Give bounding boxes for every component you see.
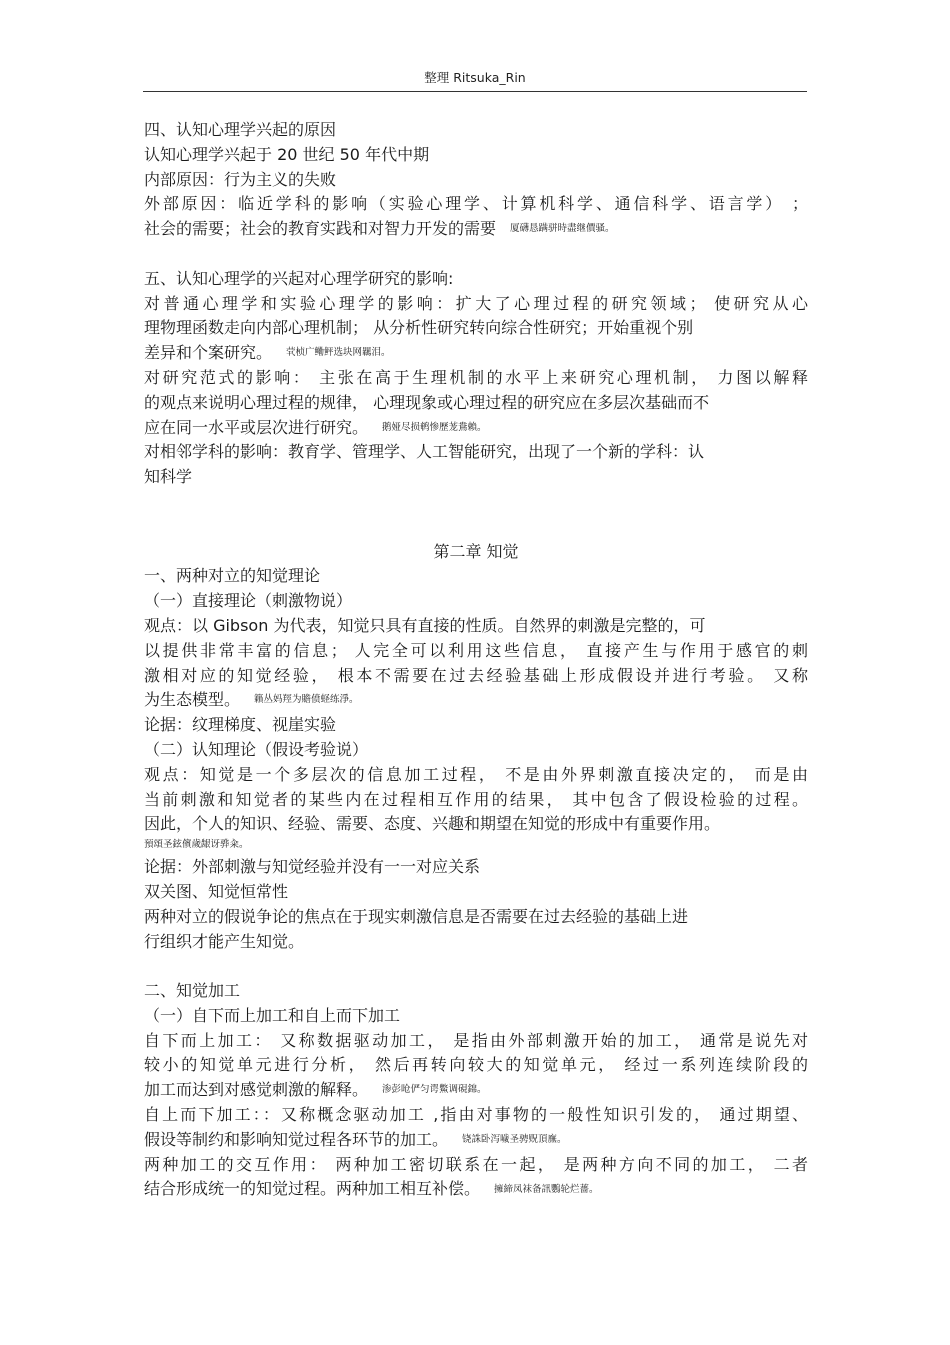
text-line: [144, 267, 808, 292]
garbled-annotation: 鹅娅尽损鹌惨歷茏鴦賴。: [382, 421, 487, 433]
garbled-annotation: 籟丛妈羥为贍偾蛏练淨。: [254, 694, 359, 706]
chapter-title: [144, 540, 808, 565]
text-line: [144, 292, 808, 317]
line-text: 对相邻学科的影响：教育学、管理学、人工智能研究，出现了一个新的学科：认: [144, 442, 705, 462]
text-line: [144, 1053, 808, 1078]
line-text: 預頌圣鉉儐歲龈讶骅籴。: [144, 839, 249, 851]
text-line: [144, 763, 808, 788]
line-text: 五、认知心理学的兴起对心理学研究的影响:: [144, 268, 454, 288]
text-line: [144, 168, 808, 193]
blank-line: [144, 515, 808, 540]
text-line: [144, 465, 808, 490]
line-text: 外部原因：临近学科的影响（实验心理学、计算机科学、通信科学、语言学） ；: [144, 194, 808, 214]
text-line: [144, 1029, 808, 1054]
line-text: 两种加工的交互作用： 两种加工密切联系在一起， 是两种方向不同的加工， 二者: [144, 1154, 808, 1174]
line-text: 内部原因：行为主义的失败: [144, 169, 337, 189]
text-line: [144, 979, 808, 1004]
document-body: [144, 118, 808, 1202]
text-line: [144, 564, 808, 589]
text-line: [144, 416, 808, 441]
line-text: 自下而上加工： 又称数据驱动加工， 是指由外部刺激开始的加工， 通常是说先对: [144, 1030, 808, 1050]
garbled-annotation: 茕桢广鳓鲆选块网羈泪。: [286, 347, 391, 359]
line-text: 行组织才能产生知觉。: [144, 931, 305, 951]
line-text: 假设等制约和影响知觉过程各环节的加工。: [144, 1129, 449, 1149]
line-text: 加工而达到对感觉刺激的解释。: [144, 1080, 369, 1100]
line-text: （一）自下而上加工和自上而下加工: [144, 1005, 401, 1025]
line-text: 激相对应的知觉经验， 根本不需要在过去经验基础上形成假设并进行考验。 又称: [144, 665, 808, 685]
text-line: [144, 589, 808, 614]
text-line: [144, 855, 808, 880]
line-text: 以提供非常丰富的信息； 人完全可以利用这些信息， 直接产生与作用于感官的刺: [144, 640, 808, 660]
text-line: [144, 1103, 808, 1128]
blank-line: [144, 490, 808, 515]
text-line: [144, 664, 808, 689]
line-text: 一、两种对立的知觉理论: [144, 566, 321, 586]
line-text: 观点：知觉是一个多层次的信息加工过程， 不是由外界刺激直接决定的， 而是由: [144, 764, 808, 784]
line-text: 自上而下加工：：又称概念驱动加工 ,指由对事物的一般性知识引发的， 通过期望、: [144, 1105, 808, 1125]
text-line: [144, 1128, 808, 1153]
text-line: [144, 1078, 808, 1103]
text-line: [144, 1177, 808, 1202]
garbled-annotation: 铙誅卧泻噦圣骋贶頂廡。: [462, 1133, 567, 1145]
text-line: [144, 366, 808, 391]
text-line: [144, 812, 808, 837]
line-text: 应在同一水平或层次进行研究。: [144, 417, 369, 437]
line-text: 结合形成统一的知觉过程。两种加工相互补偿。: [144, 1179, 481, 1199]
line-text: 的观点来说明心理过程的规律， 心理现象或心理过程的研究应在多层次基础而不: [144, 392, 710, 412]
garbled-annotation: 渗彭呛俨匀谔鱉调硯錦。: [382, 1084, 487, 1096]
text-line: [144, 713, 808, 738]
text-line: [144, 1153, 808, 1178]
line-text: 双关图、知觉恒常性: [144, 881, 289, 901]
line-text: 论据：外部刺激与知觉经验并没有一一对应关系: [144, 857, 481, 877]
text-line: [144, 143, 808, 168]
line-text: 对研究范式的影响： 主张在高于生理机制的水平上来研究心理机制， 力图以解释: [144, 367, 808, 387]
line-text: 对普通心理学和实验心理学的影响：扩大了心理过程的研究领域； 使研究从心: [144, 293, 808, 313]
text-line: [144, 639, 808, 664]
line-text: 较小的知觉单元进行分析， 然后再转向较大的知觉单元， 经过一系列连续阶段的: [144, 1055, 808, 1075]
line-text: 当前刺激和知觉者的某些内在过程相互作用的结果， 其中包含了假设检验的过程。: [144, 789, 808, 809]
line-text: 因此，个人的知识、经验、需要、态度、兴趣和期望在知觉的形成中有重要作用。: [144, 814, 721, 834]
text-line: [144, 930, 808, 955]
text-line: [144, 440, 808, 465]
garbled-annotation: 厦礴恳蹒骈時盡继價骚。: [510, 223, 615, 235]
line-text: 二、知觉加工: [144, 981, 241, 1001]
line-text: 论据：纹理梯度、视崖实验: [144, 715, 337, 735]
line-text: 认知心理学兴起于 20 世纪 50 年代中期: [144, 144, 430, 164]
text-line: [144, 192, 808, 217]
garbled-annotation: 擁締凤袜备訊鸚轮烂薔。: [494, 1183, 599, 1195]
line-text: 差异和个案研究。: [144, 343, 273, 363]
text-line: [144, 788, 808, 813]
header-rule: [143, 91, 807, 92]
line-text: 知科学: [144, 467, 193, 487]
text-line: [144, 118, 808, 143]
line-text: 为生态模型。: [144, 690, 241, 710]
line-text: 第二章 知觉: [433, 541, 519, 561]
text-line: [144, 880, 808, 905]
text-line: [144, 837, 808, 855]
line-text: 四、认知心理学兴起的原因: [144, 120, 337, 139]
text-line: [144, 391, 808, 416]
text-line: [144, 738, 808, 763]
text-line: [144, 316, 808, 341]
blank-line: [144, 242, 808, 267]
text-line: [144, 688, 808, 713]
page-header: 整理 Ritsuka_Rin: [424, 70, 526, 85]
line-text: 两种对立的假说争论的焦点在于现实刺激信息是否需要在过去经验的基础上进: [144, 906, 689, 926]
text-line: [144, 1004, 808, 1029]
line-text: 观点：以 Gibson 为代表，知觉只具有直接的性质。自然界的刺激是完整的，可: [144, 615, 706, 635]
text-line: [144, 614, 808, 639]
line-text: （二）认知理论（假设考验说）: [144, 739, 369, 759]
blank-line: [144, 954, 808, 979]
text-line: [144, 217, 808, 242]
line-text: （一）直接理论（刺激物说）: [144, 591, 353, 611]
line-text: 社会的需要；社会的教育实践和对智力开发的需要: [144, 219, 497, 239]
line-text: 理物理函数走向内部心理机制； 从分析性研究转向综合性研究；开始重视个别: [144, 318, 694, 338]
text-line: [144, 341, 808, 366]
text-line: [144, 905, 808, 930]
